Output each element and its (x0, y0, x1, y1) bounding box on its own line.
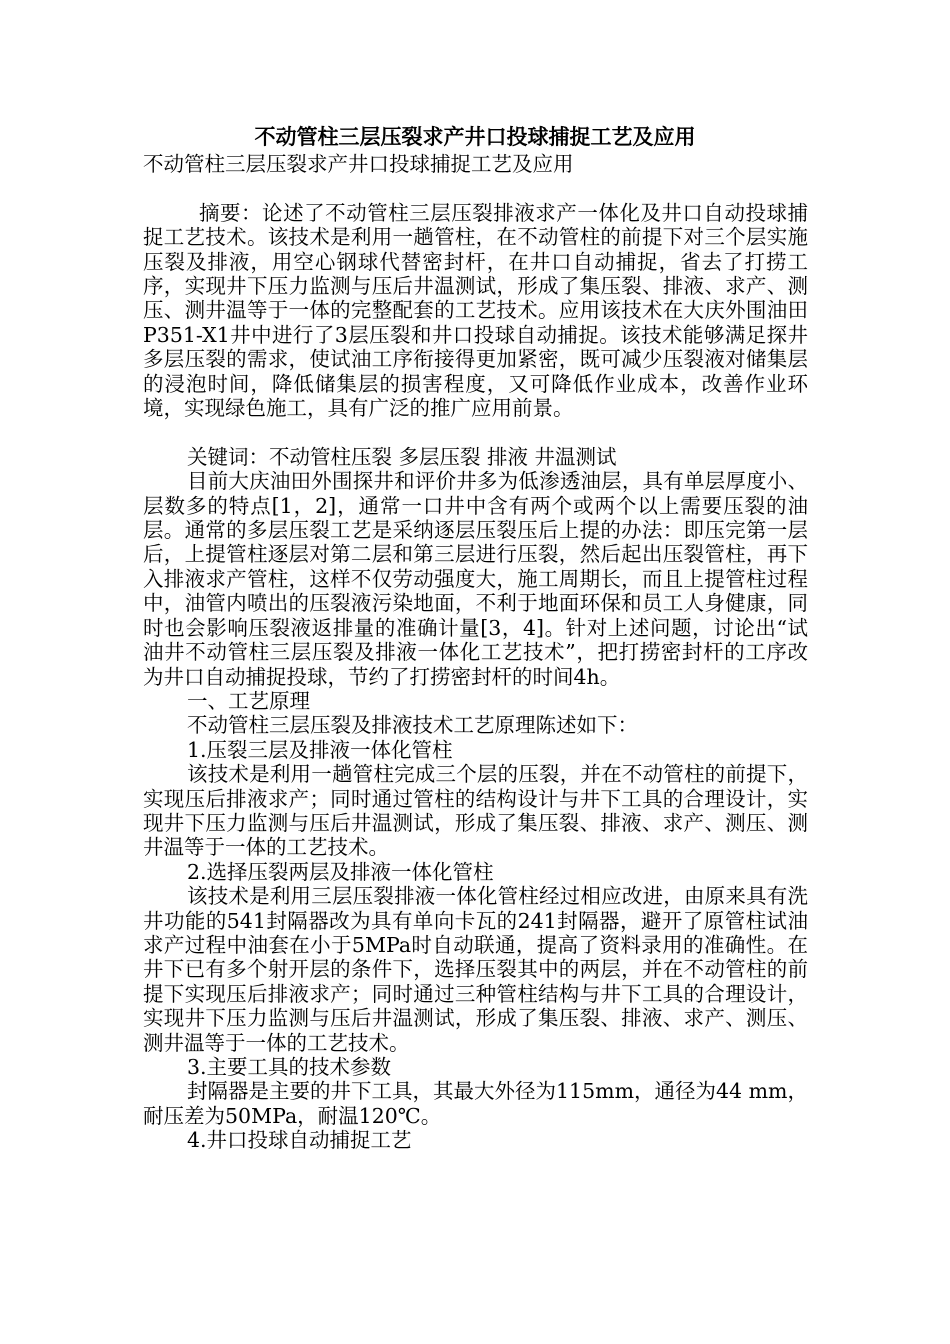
document-title: 不动管柱三层压裂求产井口投球捕捉工艺及应用 (254, 124, 696, 149)
subsection-heading: 1.压裂三层及排液一体化管柱 (187, 737, 453, 762)
keywords-line: 关键词：不动管柱压裂 多层压裂 排液 井温测试 (187, 444, 617, 469)
blank-line (143, 420, 808, 444)
abstract-paragraph: 摘要：论述了不动管柱三层压裂排液求产一体化及井口自动投球捕捉工艺技术。该技术是利用一趟管柱，在不动管柱的前提下对三个层实施压裂及排液，用空心钢球代替密封杆，在井口自动捕捉，省去了打捞工序，实现井下压力监测与压后井温测试，形成了集压裂、排液、求产、测压、测井温等于一体的完整配套的工艺技术。应用该技术在大庆外围油田P351-X1井中进行了3层压裂和井口投球自动捕捉。该技术能够满足探井多层压裂的需求，使试油工序衔接得更加紧密，既可减少压裂液对储集层的浸泡时间，降低储集层的损害程度，又可降低作业成本，改善作业环境，实现绿色施工，具有广泛的推广应用前景。 (143, 200, 808, 421)
section-lead: 不动管柱三层压裂及排液技术工艺原理陈述如下： (187, 713, 638, 738)
blank-line (143, 176, 808, 200)
subsection-paragraph: 该技术是利用三层压裂排液一体化管柱经过相应改进，由原来具有洗井功能的541封隔器改为具有单向卡瓦的241封隔器，避开了原管柱试油求产过程中油套在小于5MPa时自动联通，提高了资料录用的准确性。在井下已有多个射开层的条件下，选择压裂其中的两层，并在不动管柱的前提下实现压后排液求产；同时通过三种管柱结构与井下工具的合理设计，实现井下压力监测与压后井温测试，形成了集压裂、排液、求产、测压、测井温等于一体的工艺技术。 (143, 884, 808, 1055)
intro-paragraph: 目前大庆油田外围探井和评价井多为低渗透油层，具有单层厚度小、层数多的特点[1，2]，通常一口井中含有两个或两个以上需要压裂的油层。通常的多层压裂工艺是采纳逐层压裂压后上提的办法：即压完第一层后，上提管柱逐层对第二层和第三层进行压裂，然后起出压裂管柱，再下入排液求产管柱，这样不仅劳动强度大，施工周期长，而且上提管柱过程中，油管内喷出的压裂液污染地面，不利于地面环保和员工人身健康，同时也会影响压裂液返排量的准确计量[3，4]。针对上述问题，讨论出“试油井不动管柱三层压裂及排液一体化工艺技术”，把打捞密封杆的工序改为井口自动捕捉投球，节约了打捞密封杆的时间4h。 (143, 469, 808, 689)
subsection-heading: 3.主要工具的技术参数 (187, 1055, 392, 1079)
subsection-paragraph: 封隔器是主要的井下工具，其最大外径为115mm，通径为44 mm，耐压差为50MPa，耐温120℃。 (143, 1079, 808, 1128)
subsection-heading: 4.井口投球自动捕捉工艺 (187, 1128, 412, 1153)
subsection-paragraph: 该技术是利用一趟管柱完成三个层的压裂，并在不动管柱的前提下，实现压后排液求产；同时通过管柱的结构设计与井下工具的合理设计，实现井下压力监测与压后井温测试，形成了集压裂、排液、求产、测压、测井温等于一体的工艺技术。 (143, 762, 808, 860)
subsection-heading: 2.选择压裂两层及排液一体化管柱 (187, 859, 494, 884)
document-subtitle: 不动管柱三层压裂求产井口投球捕捉工艺及应用 (143, 152, 574, 176)
document-body (143, 152, 808, 1153)
section-heading: 一、工艺原理 (187, 688, 310, 713)
